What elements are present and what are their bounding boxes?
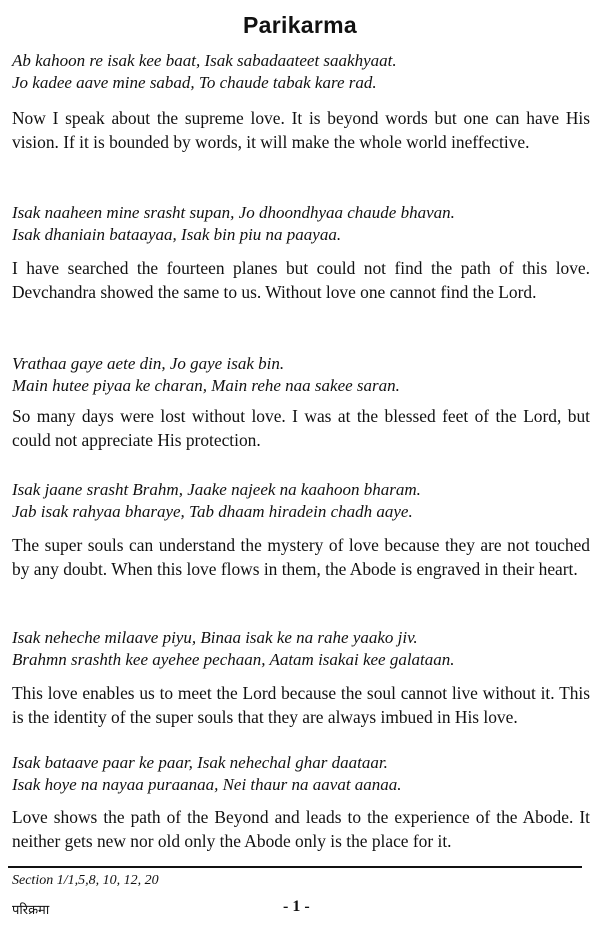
verse-line: Isak hoye na nayaa puraanaa, Nei thaur na aavat aanaa. [12, 775, 402, 794]
verse-line: Jab isak rahyaa bharaye, Tab dhaam hiradein chadh aaye. [12, 502, 413, 521]
verse-line: Isak dhaniain bataayaa, Isak bin piu na paayaa. [12, 225, 342, 244]
translation-paragraph: Love shows the path of the Beyond and leads to the experience of the Abode. It neither gets new nor old only the Abode only is the place for it. [12, 807, 590, 851]
verse-block [12, 353, 592, 397]
verse-block [12, 627, 592, 671]
verse-block [12, 202, 592, 246]
verse-line: Ab kahoon re isak kee baat, Isak sabadaateet saakhyaat. [12, 51, 397, 70]
verse-line: Isak jaane srasht Brahm, Jaake najeek na kaahoon bharam. [12, 480, 421, 499]
translation-paragraph: This love enables us to meet the Lord because the soul cannot live without it. This is the identity of the super souls that they are always imbued in His love. [12, 683, 590, 727]
page-number: - 1 - [283, 898, 310, 915]
verse-line: Isak naaheen mine srasht supan, Jo dhoondhyaa chaude bhavan. [12, 203, 455, 222]
verse-block [12, 50, 592, 94]
section-reference: Section 1/1,5,8, 10, 12, 20 [12, 873, 159, 888]
running-title-hindi: परिक्रमा [12, 903, 50, 918]
verse-line: Brahmn srashth kee ayehee pechaan, Aatam isakai kee galataan. [12, 650, 455, 669]
page-title: Parikarma [243, 12, 357, 38]
verse-line: Isak bataave paar ke paar, Isak nehechal ghar daataar. [12, 753, 388, 772]
verse-line: Jo kadee aave mine sabad, To chaude tabak kare rad. [12, 73, 377, 92]
translation-paragraph: So many days were lost without love. I was at the blessed feet of the Lord, but could not appreciate His protection. [12, 406, 590, 450]
verse-line: Vrathaa gaye aete din, Jo gaye isak bin. [12, 354, 285, 373]
verse-line: Isak neheche milaave piyu, Binaa isak ke na rahe yaako jiv. [12, 628, 418, 647]
translation-paragraph: Now I speak about the supreme love. It is beyond words but one can have His vision. If it is bounded by words, it will make the whole world ineffective. [12, 108, 590, 152]
footer-divider [8, 866, 582, 868]
verse-block [12, 479, 592, 523]
verse-block [12, 752, 592, 796]
translation-paragraph: The super souls can understand the mystery of love because they are not touched by any doubt. When this love flows in them, the Abode is engraved in their heart. [12, 535, 590, 579]
translation-paragraph: I have searched the fourteen planes but could not find the path of this love. Devchandra showed the same to us. Without love one cannot find the Lord. [12, 258, 590, 302]
verse-line: Main hutee piyaa ke charan, Main rehe naa sakee saran. [12, 376, 400, 395]
